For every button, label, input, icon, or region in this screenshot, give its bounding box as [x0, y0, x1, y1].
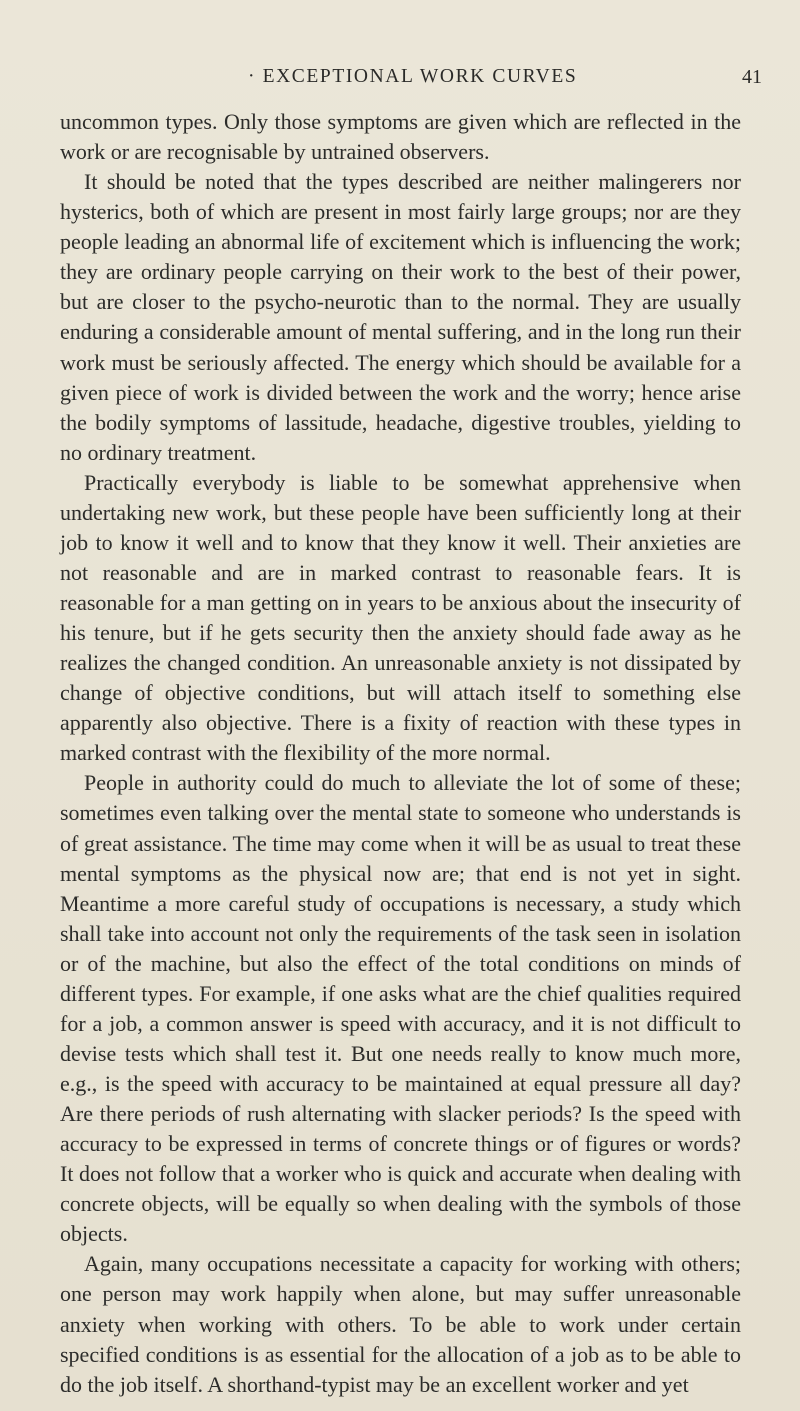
- paragraph: People in authority could do much to alleviate the lot of some of these; sometimes even talking over the mental state to someone who understands is of great assistance. The time may come when it will be as usual to treat these mental symptoms as the physical now are; that end is not yet in sight. Meantime a more careful study of occupations is necessary, a study which shall take into account not only the requirements of the task seen in isolation or of the machine, but also the effect of the total conditions on minds of different types. For example, if one asks what are the chief qualities required for a job, a common answer is speed with accuracy, and it is not difficult to devise tests which shall test it. But one needs really to know much more, e.g., is the speed with accuracy to be maintained at equal pressure all day? Are there periods of rush alternating with slacker periods? Is the speed with accuracy to be expressed in terms of concrete things or of figures or words? It does not follow that a worker who is quick and accurate when dealing with concrete objects, will be equally so when dealing with the symbols of those objects.: [60, 770, 741, 1247]
- paragraph-continued: uncommon types. Only those symptoms are given which are reflected in the work or are recognisable by untrained observers.: [60, 109, 741, 165]
- paragraph: Practically everybody is liable to be somewhat apprehensive when undertaking new work, but these people have been sufficiently long at their job to know it well and to know that they know it well. Their anxieties are not reasonable and are in marked contrast to reasonable fears. It is reasonable for a man getting on in years to be anxious about the insecurity of his tenure, but if he gets security then the anxiety should fade away as he realizes the changed condition. An unreasonable anxiety is not dissipated by change of objective conditions, but will attach itself to something else apparently also objective. There is a fixity of reaction with these types in marked contrast with the flexibility of the more normal.: [60, 469, 741, 766]
- running-title: · EXCEPTIONAL WORK CURVES: [248, 66, 578, 87]
- page-number: 41: [742, 66, 762, 88]
- paragraph: Again, many occupations necessitate a capacity for working with others; one person may work happily when alone, but may suffer unreasonable anxiety when working with others. To be able to work under certain specified conditions is as essential for the allocation of a job as to be able to do the job itself. A shorthand-typist may be an excellent worker and yet: [60, 1251, 741, 1397]
- paragraph: It should be noted that the types described are neither malingerers nor hysterics, both of which are present in most fairly large groups; nor are they people leading an abnormal life of excitement which is influencing the work; they are ordinary people carrying on their work to the best of their power, but are closer to the psycho-neurotic than to the normal. They are usually enduring a considerable amount of mental suffering, and in the long run their work must be seriously affected. The energy which should be available for a given piece of work is divided between the work and the worry; hence arise the bodily symptoms of lassitude, headache, digestive troubles, yielding to no ordinary treatment.: [60, 169, 741, 465]
- running-head: [0, 66, 800, 90]
- body-text: [60, 107, 741, 1400]
